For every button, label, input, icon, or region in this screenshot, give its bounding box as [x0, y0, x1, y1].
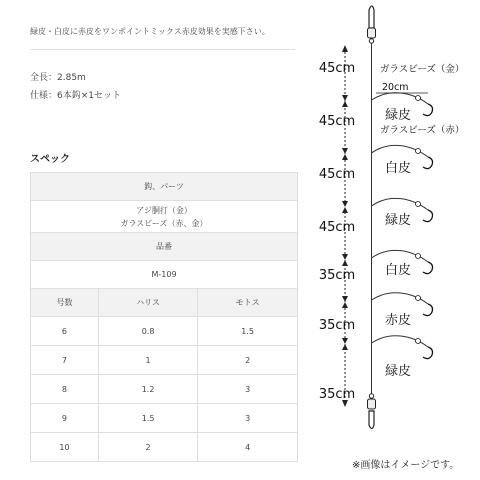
hooks	[423, 104, 433, 359]
product-description: 緑皮・白皮に赤皮をワンポイントミックス赤皮効果を実感下さい。	[30, 27, 270, 36]
hook-icon	[423, 157, 433, 169]
skin-label: 緑皮	[385, 364, 412, 379]
table-cell: 10	[31, 433, 99, 462]
bead-red-label: ガラスビーズ（赤）	[380, 125, 465, 136]
branch-length-label: 20cm	[382, 82, 409, 93]
table-row	[31, 433, 298, 462]
total-length: 全長：2.85m	[30, 73, 86, 83]
table-row	[31, 317, 298, 346]
table-cell: 1.2	[98, 375, 197, 404]
table-row	[31, 346, 298, 375]
product-no-value: M-109	[31, 261, 298, 289]
bead-icon	[416, 296, 421, 301]
table-cell: 2	[198, 346, 298, 375]
top-swivel-icon	[368, 6, 376, 43]
hook-parts-value	[31, 201, 298, 233]
table-header-row	[31, 289, 298, 317]
hook-parts-value-1: アジ胴打（金）	[136, 205, 192, 215]
table-cell: 7	[31, 346, 99, 375]
table-cell: 3	[198, 404, 298, 433]
hook-icon	[423, 347, 433, 359]
spec-set: 仕様：6本鈎×1セット	[30, 91, 121, 101]
bead-icon	[416, 149, 421, 154]
table-cell: 2	[98, 433, 197, 462]
skin-label: 白皮	[385, 263, 412, 278]
hook-icon	[423, 262, 433, 274]
spec-heading: スペック	[30, 154, 70, 165]
hook-parts-value-2: ガラスビーズ（赤、金）	[120, 218, 208, 228]
bead-icon	[416, 339, 421, 344]
table-row	[31, 375, 298, 404]
table-cell: 4	[198, 433, 298, 462]
table-row	[31, 404, 298, 433]
product-no-header: 品番	[31, 233, 298, 261]
column-header: 号数	[31, 289, 99, 317]
interval-label: 45cm	[318, 61, 356, 76]
interval-label: 35cm	[318, 268, 356, 283]
bead-icon	[416, 254, 421, 259]
table-cell: 1	[98, 346, 197, 375]
rig-diagram	[300, 0, 480, 450]
table-cell: 8	[31, 375, 99, 404]
interval-label: 45cm	[318, 167, 356, 182]
table-cell: 0.8	[98, 317, 197, 346]
interval-label: 35cm	[318, 387, 356, 402]
hook-icon	[423, 210, 433, 222]
skin-label: 赤皮	[385, 313, 412, 328]
table-cell: 1.5	[198, 317, 298, 346]
bead-icon	[416, 96, 421, 101]
hook-icon	[423, 104, 433, 116]
column-header: モトス	[198, 289, 298, 317]
interval-label: 35cm	[318, 318, 356, 333]
skin-label: 緑皮	[385, 108, 412, 123]
bottom-swivel-icon	[368, 394, 376, 429]
bead-gold-label: ガラスビーズ（金）	[380, 64, 465, 75]
spec-table	[30, 172, 298, 462]
skin-label: 緑皮	[385, 213, 412, 228]
bead-icon	[416, 202, 421, 207]
table-cell: 6	[31, 317, 99, 346]
image-note: ※画像はイメージです。	[352, 460, 460, 471]
table-cell: 1.5	[98, 404, 197, 433]
table-cell: 9	[31, 404, 99, 433]
column-header: ハリス	[98, 289, 197, 317]
skin-label: 白皮	[385, 161, 412, 176]
hook-parts-header: 鈎、パーツ	[31, 173, 298, 201]
interval-label: 45cm	[318, 220, 356, 235]
interval-label: 45cm	[318, 114, 356, 129]
hook-icon	[423, 304, 433, 316]
table-cell: 3	[198, 375, 298, 404]
divider	[30, 49, 295, 50]
